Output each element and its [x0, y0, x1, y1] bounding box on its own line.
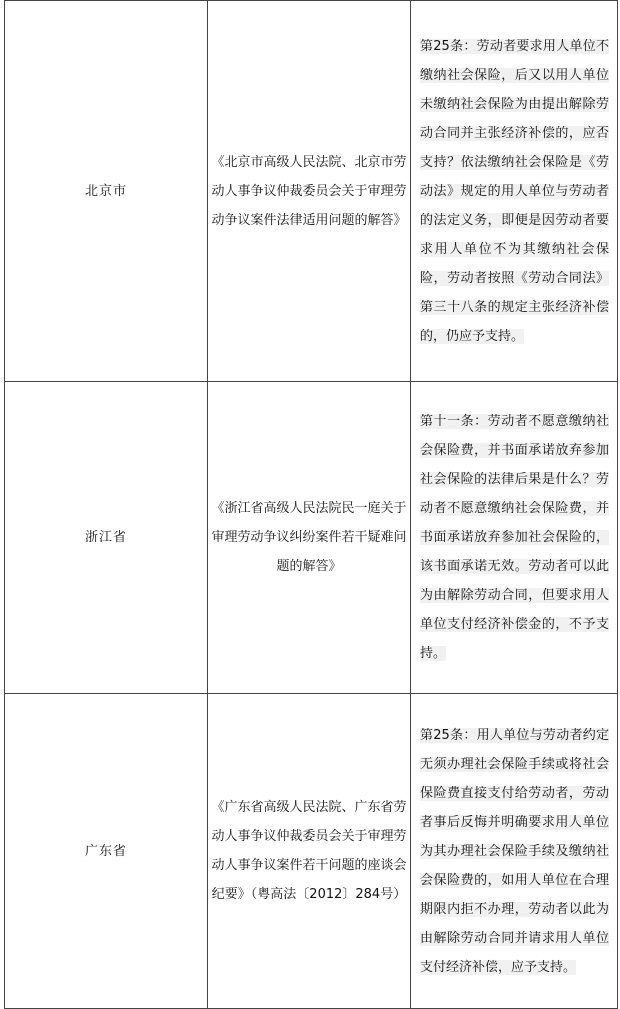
region-name: 浙江省	[84, 530, 127, 545]
document-cell	[208, 1, 411, 382]
region-cell	[5, 694, 208, 1009]
content-cell	[411, 1, 618, 382]
content-text: 第十一条：劳动者不愿意缴纳社会保险费，并书面承诺放弃参加社会保险的法律后果是什么？劳动者不愿意缴纳社会保险费，并书面承诺放弃参加社会保险的，该书面承诺无效。劳动者可以此为由解除劳动合同，但要求用人单位支付经济补偿金的，不予支持。	[420, 414, 609, 661]
content-cell	[411, 694, 618, 1009]
content-cell	[411, 382, 618, 694]
region-cell	[5, 382, 208, 694]
table-row	[5, 694, 618, 1009]
content-text: 第25条：用人单位与劳动者约定无须办理社会保险手续或将社会保险费直接支付给劳动者，劳动者事后反悔并明确要求用人单位为其办理社会保险手续及缴纳社会保险费的，如用人单位在合理期限内拒不办理，劳动者以此为由解除劳动合同并请求用人单位支付经济补偿，应予支持。	[420, 727, 609, 975]
region-name: 北京市	[84, 183, 127, 199]
document-title: 《北京市高级人民法院、北京市劳动人事争议仲裁委员会关于审理劳动争议案件法律适用问题的解答》	[211, 154, 407, 228]
region-cell	[5, 1, 208, 382]
document-title: 《浙江省高级人民法院民一庭关于审理劳动争议纠纷案件若干疑难问题的解答》	[211, 501, 407, 574]
law-comparison-table	[4, 0, 618, 1009]
content-text: 第25条：劳动者要求用人单位不缴纳社会保险，后又以用人单位未缴纳社会保险为由提出解除劳动合同并主张经济补偿的，应否支持？依法缴纳社会保险是《劳动法》规定的用人单位与劳动者的法定义务，即便是因劳动者要求用人单位不为其缴纳社会保险，劳动者按照《劳动合同法》第三十八条的规定主张经济补偿的，仍应予支持。	[420, 38, 609, 344]
document-title: 《广东省高级人民法院、广东省劳动人事争议仲裁委员会关于审理劳动人事争议案件若干问题的座谈会纪要》（粤高法〔2012〕284号）	[211, 800, 407, 902]
table-row	[5, 382, 618, 694]
document-cell	[208, 382, 411, 694]
region-name: 广东省	[84, 843, 127, 859]
document-cell	[208, 694, 411, 1009]
table-row	[5, 1, 618, 382]
